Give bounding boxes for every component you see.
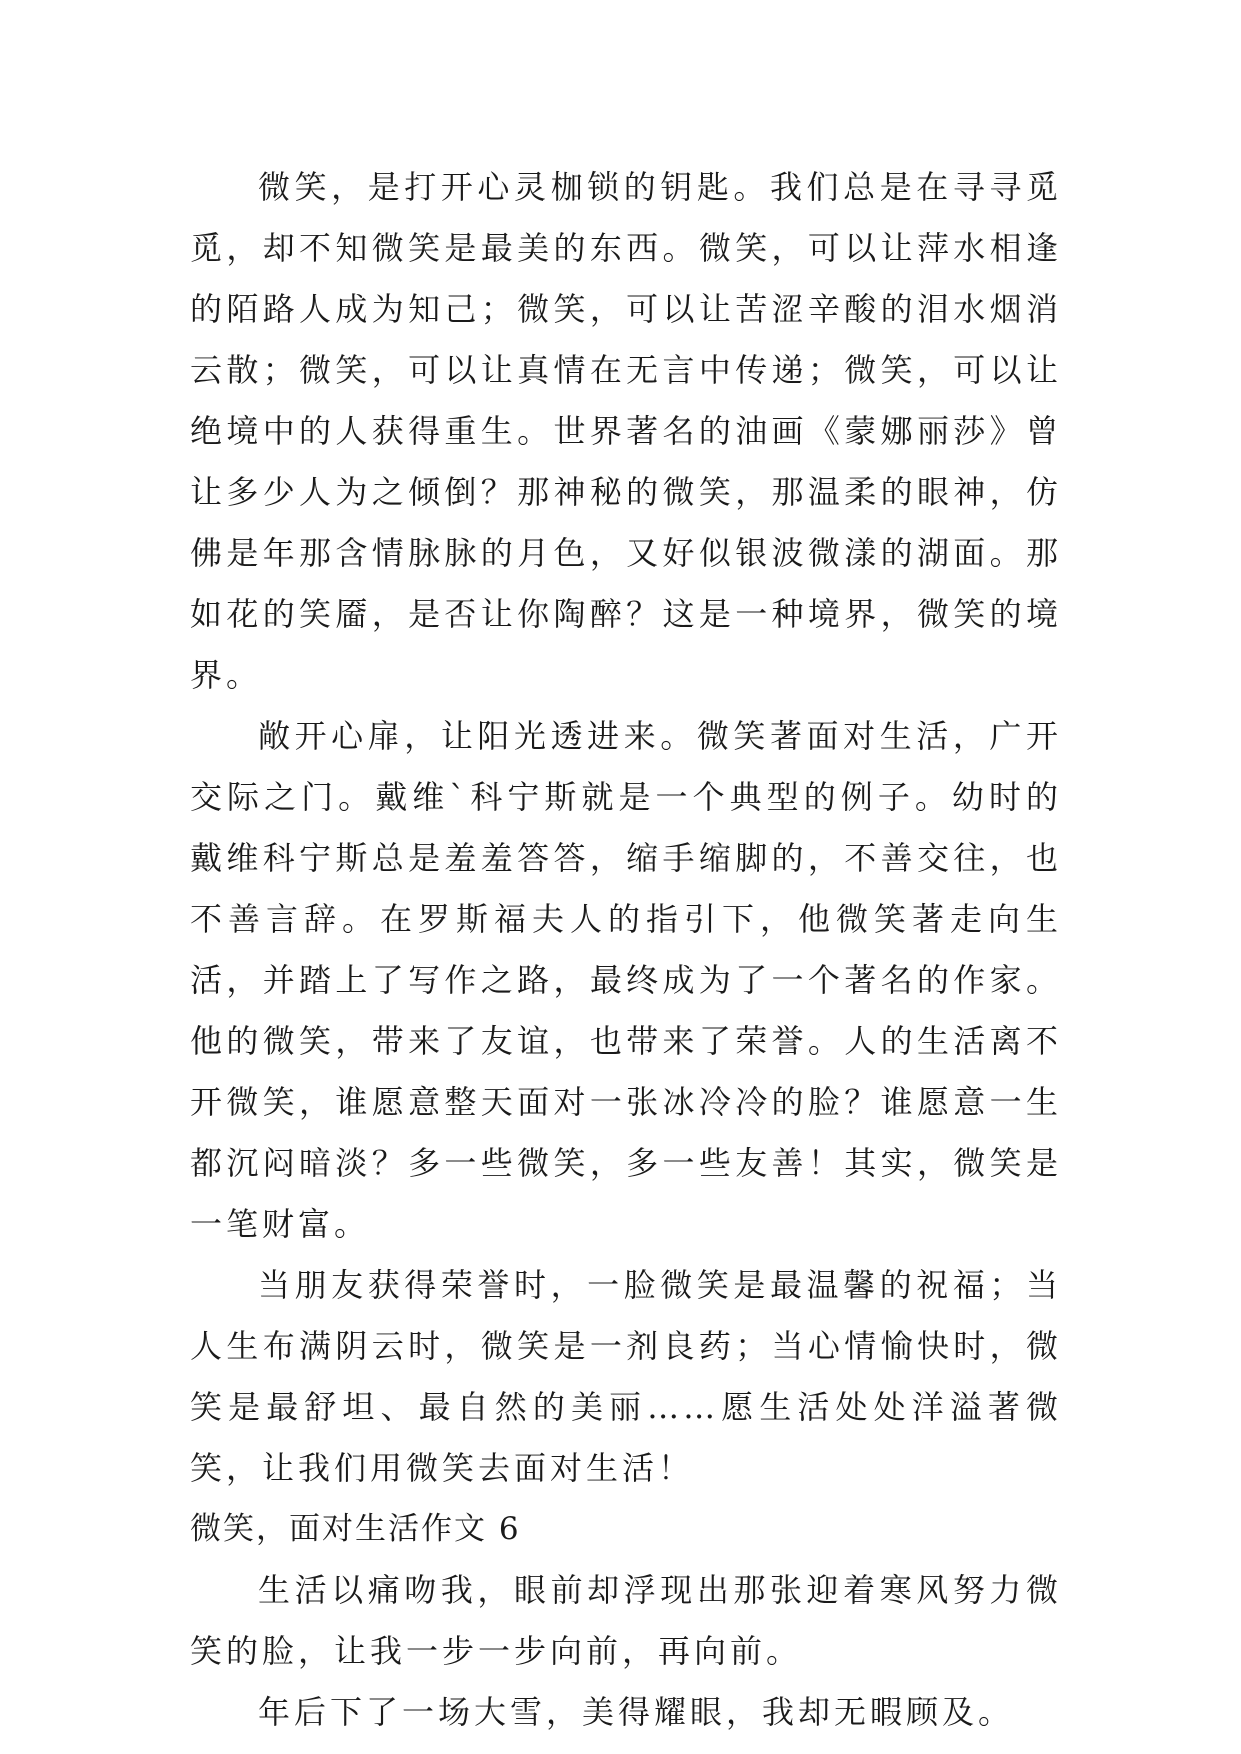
- document-body: [190, 157, 1062, 1743]
- paragraph-1: 微笑，是打开心灵枷锁的钥匙。我们总是在寻寻觅觅，却不知微笑是最美的东西。微笑，可以让萍水相逢的陌路人成为知己；微笑，可以让苦涩辛酸的泪水烟消云散；微笑，可以让真情在无言中传递；微笑，可以让绝境中的人获得重生。世界著名的油画《蒙娜丽莎》曾让多少人为之倾倒？那神秘的微笑，那温柔的眼神，仿佛是年那含情脉脉的月色，又好似银波微漾的湖面。那如花的笑靥，是否让你陶醉？这是一种境界，微笑的境界。: [190, 168, 1062, 694]
- paragraph-5: 年后下了一场大雪，美得耀眼，我却无暇顾及。: [258, 1693, 1015, 1731]
- paragraph-2: 敞开心扉，让阳光透进来。微笑著面对生活，广开交际之门。戴维`科宁斯就是一个典型的例子。幼时的戴维科宁斯总是羞羞答答，缩手缩脚的，不善交往，也不善言辞。在罗斯福夫人的指引下，他微笑著走向生活，并踏上了写作之路，最终成为了一个著名的作家。他的微笑，带来了友谊，也带来了荣誉。人的生活离不开微笑，谁愿意整天面对一张冰冷冷的脸？谁愿意一生都沉闷暗淡？多一些微笑，多一些友善！其实，微笑是一笔财富。: [190, 717, 1062, 1243]
- paragraph-3: 当朋友获得荣誉时，一脸微笑是最温馨的祝福；当人生布满阴云时，微笑是一剂良药；当心情愉快时，微笑是最舒坦、最自然的美丽……愿生活处处洋溢著微笑，让我们用微笑去面对生活！: [190, 1266, 1062, 1487]
- paragraph-4: 生活以痛吻我，眼前却浮现出那张迎着寒风努力微笑的脸，让我一步一步向前，再向前。: [190, 1571, 1062, 1670]
- section-heading: 微笑，面对生活作文 6: [190, 1511, 521, 1547]
